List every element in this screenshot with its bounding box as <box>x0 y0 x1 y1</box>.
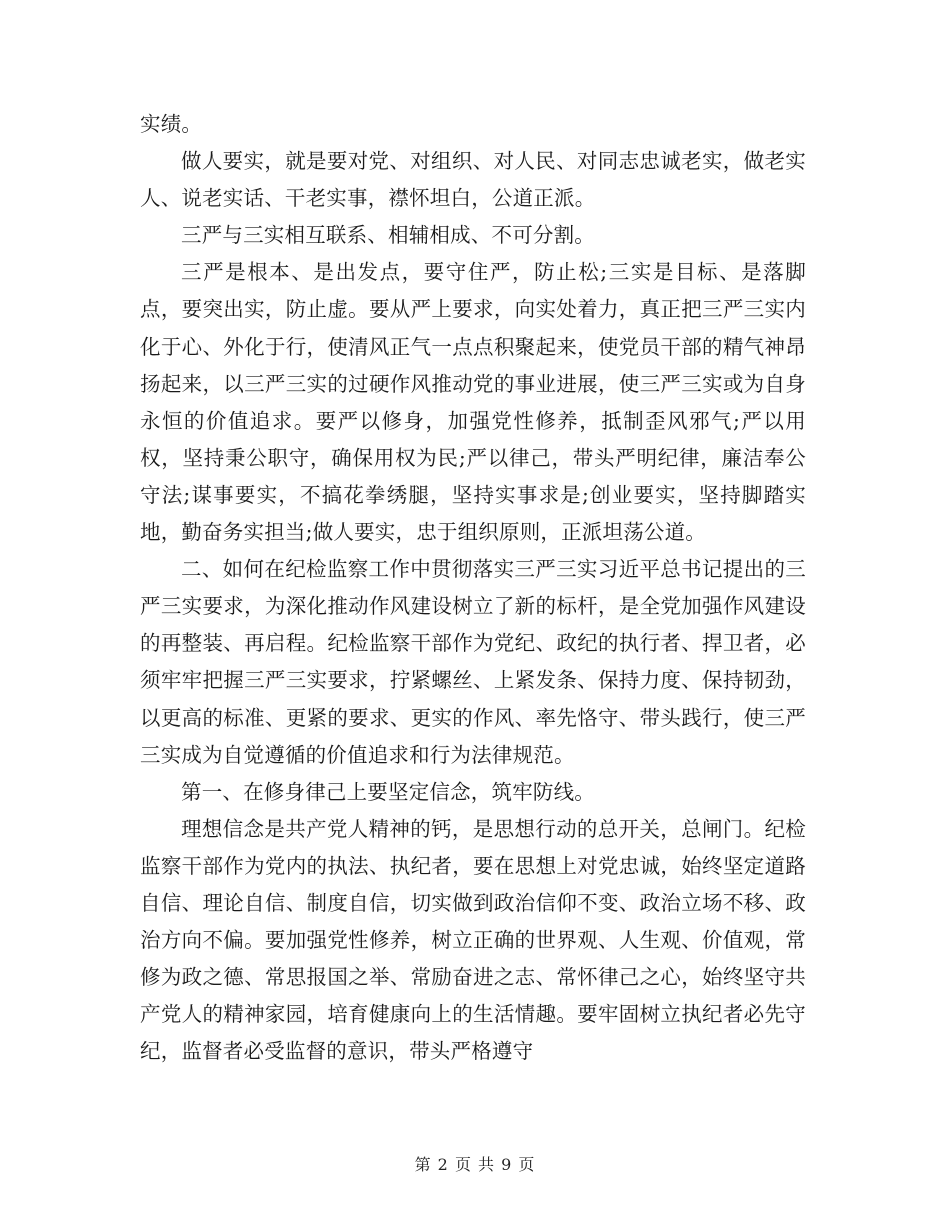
paragraph-zuoren-yaoshi: 做人要实，就是要对党、对组织、对人民、对同志忠诚老实，做老实人、说老实话、干老实事，襟怀坦白，公道正派。 <box>140 149 806 211</box>
paragraph-section-two: 二、如何在纪检监察工作中贯彻落实三严三实习近平总书记提出的三严三实要求，为深化推动作风建设树立了新的标杆，是全党加强作风建设的再整装、再启程。纪检监察干部作为党纪、政纪的执行者、捍卫者，必须牢牢把握三严三实要求，拧紧螺丝、上紧发条、保持力度、保持韧劲，以更高的标准、更紧的要求、更实的作风、率先恪守、带头践行，使三严三实成为自觉遵循的价值追求和行为法律规范。 <box>140 557 806 767</box>
page-number-footer: 第 2 页 共 9 页 <box>414 1155 536 1174</box>
paragraph-sanyan-sanshi-relation: 三严与三实相互联系、相辅相成、不可分割。 <box>181 223 595 248</box>
paragraph-first-point-heading: 第一、在修身律己上要坚定信念，筑牢防线。 <box>181 779 595 804</box>
paragraph-continuation: 实绩。 <box>140 112 203 136</box>
body-text <box>140 106 806 1070</box>
paragraph-lixiang-xinnian: 理想信念是共产党人精神的钙，是思想行动的总开关，总闸门。纪检监察干部作为党内的执法、执纪者，要在思想上对党忠诚，始终坚定道路自信、理论自信、制度自信，切实做到政治信仰不变、政治立场不移、政治方向不偏。要加强党性修养，树立正确的世界观、人生观、价值观，常修为政之德、常思报国之举、常励奋进之志、常怀律己之心，始终坚守共产党人的精神家园，培育健康向上的生活情趣。要牢固树立执纪者必先守纪，监督者必受监督的意识，带头严格遵守 <box>140 816 806 1064</box>
paragraph-sanyan-genben: 三严是根本、是出发点，要守住严，防止松;三实是目标、是落脚点，要突出实，防止虚。要从严上要求，向实处着力，真正把三严三实内化于心、外化于行，使清风正气一点点积聚起来，使党员干部的精气神昂扬起来，以三严三实的过硬作风推动党的事业进展，使三严三实或为自身永恒的价值追求。要严以修身，加强党性修养，抵制歪风邪气;严以用权，坚持秉公职守，确保用权为民;严以律己，带头严明纪律，廉洁奉公守法;谋事要实，不搞花拳绣腿，坚持实事求是;创业要实，坚持脚踏实地，勤奋务实担当;做人要实，忠于组织原则，正派坦荡公道。 <box>140 260 806 545</box>
